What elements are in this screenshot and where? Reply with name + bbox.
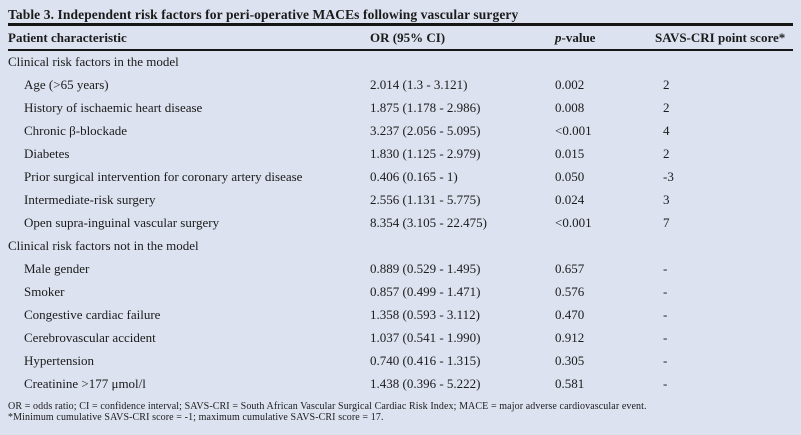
table-row <box>8 350 793 373</box>
cell-p: 0.581 <box>555 376 585 391</box>
cell-or: 1.875 (1.178 - 2.986) <box>370 100 481 115</box>
cell-label: Intermediate-risk surgery <box>24 192 156 207</box>
table-row <box>8 258 793 281</box>
cell-label: Creatinine >177 μmol/l <box>24 376 146 391</box>
cell-p: 0.912 <box>555 330 585 345</box>
cell-or: 0.406 (0.165 - 1) <box>370 169 458 184</box>
cell-p: 0.305 <box>555 353 585 368</box>
table-row <box>8 143 793 166</box>
table-row <box>8 74 793 97</box>
section-row <box>8 51 793 74</box>
table-title: Table 3. Independent risk factors for peri-operative MACEs following vascular surgery <box>8 7 519 22</box>
cell-or: 0.857 (0.499 - 1.471) <box>370 284 481 299</box>
cell-or: 1.438 (0.396 - 5.222) <box>370 376 481 391</box>
cell-or: 2.556 (1.131 - 5.775) <box>370 192 481 207</box>
cell-or: 1.358 (0.593 - 3.112) <box>370 307 481 322</box>
cell-or: 1.037 (0.541 - 1.990) <box>370 330 481 345</box>
cell-or: 0.889 (0.529 - 1.495) <box>370 261 481 276</box>
cell-label: Prior surgical intervention for coronary artery disease <box>24 169 303 184</box>
cell-or: 8.354 (3.105 - 22.475) <box>370 215 487 230</box>
table-row <box>8 97 793 120</box>
cell-label: Chronic β-blockade <box>24 123 127 138</box>
cell-p: 0.024 <box>555 192 585 207</box>
cell-label: Smoker <box>24 284 65 299</box>
table-header-row <box>8 26 793 49</box>
cell-label: Cerebrovascular accident <box>24 330 156 345</box>
cell-score: 2 <box>663 146 670 161</box>
cell-label: Open supra-inguinal vascular surgery <box>24 215 220 230</box>
cell-p: 0.008 <box>555 100 585 115</box>
cell-score: - <box>663 261 668 276</box>
cell-label: Diabetes <box>24 146 70 161</box>
cell-label: Hypertension <box>24 353 95 368</box>
cell-p: 0.002 <box>555 77 585 92</box>
cell-p: <0.001 <box>555 123 592 138</box>
cell-or: 1.830 (1.125 - 2.979) <box>370 146 481 161</box>
table-row <box>8 304 793 327</box>
cell-score: 7 <box>663 215 670 230</box>
footnote-abbreviations: OR = odds ratio; CI = confidence interval; SAVS-CRI = South African Vascular Surgical Cardiac Risk Index; MACE = major adverse cardiovascular event. <box>8 400 647 412</box>
table-row <box>8 327 793 350</box>
cell-p: <0.001 <box>555 215 592 230</box>
table-row <box>8 373 793 396</box>
cell-score: 2 <box>663 100 670 115</box>
table-row <box>8 281 793 304</box>
table-row <box>8 120 793 143</box>
cell-score: - <box>663 307 668 322</box>
cell-label: Male gender <box>24 261 90 276</box>
section-label: Clinical risk factors not in the model <box>8 238 199 253</box>
cell-p: 0.470 <box>555 307 585 322</box>
table-row <box>8 166 793 189</box>
table-row <box>8 212 793 235</box>
header-patient-characteristic: Patient characteristic <box>8 29 127 45</box>
cell-label: Age (>65 years) <box>24 77 109 92</box>
cell-p: 0.576 <box>555 284 585 299</box>
table-body <box>8 51 793 396</box>
cell-label: Congestive cardiac failure <box>24 307 161 322</box>
cell-or: 2.014 (1.3 - 3.121) <box>370 77 468 92</box>
cell-score: -3 <box>663 169 674 184</box>
cell-p: 0.050 <box>555 169 585 184</box>
header-p-value <box>555 30 655 46</box>
table-footnotes <box>8 396 793 424</box>
cell-score: 4 <box>663 123 670 138</box>
footnote-score-range: *Minimum cumulative SAVS-CRI score = -1; maximum cumulative SAVS-CRI score = 17. <box>8 412 384 423</box>
header-or-ci: OR (95% CI) <box>370 29 446 45</box>
section-row <box>8 235 793 258</box>
cell-score: - <box>663 284 668 299</box>
cell-p: 0.015 <box>555 146 585 161</box>
table-row <box>8 189 793 212</box>
cell-score: - <box>663 353 668 368</box>
cell-score: 2 <box>663 77 670 92</box>
header-p-value-italic: p <box>555 29 562 45</box>
cell-or: 0.740 (0.416 - 1.315) <box>370 353 481 368</box>
cell-score: - <box>663 376 668 391</box>
cell-score: 3 <box>663 192 670 207</box>
cell-label: History of ischaemic heart disease <box>24 100 203 115</box>
cell-p: 0.657 <box>555 261 585 276</box>
cell-score: - <box>663 330 668 345</box>
section-label: Clinical risk factors in the model <box>8 54 179 69</box>
header-p-value-rest: -value <box>561 29 596 45</box>
cell-or: 3.237 (2.056 - 5.095) <box>370 123 481 138</box>
header-savs-cri-score: SAVS-CRI point score* <box>655 29 786 45</box>
